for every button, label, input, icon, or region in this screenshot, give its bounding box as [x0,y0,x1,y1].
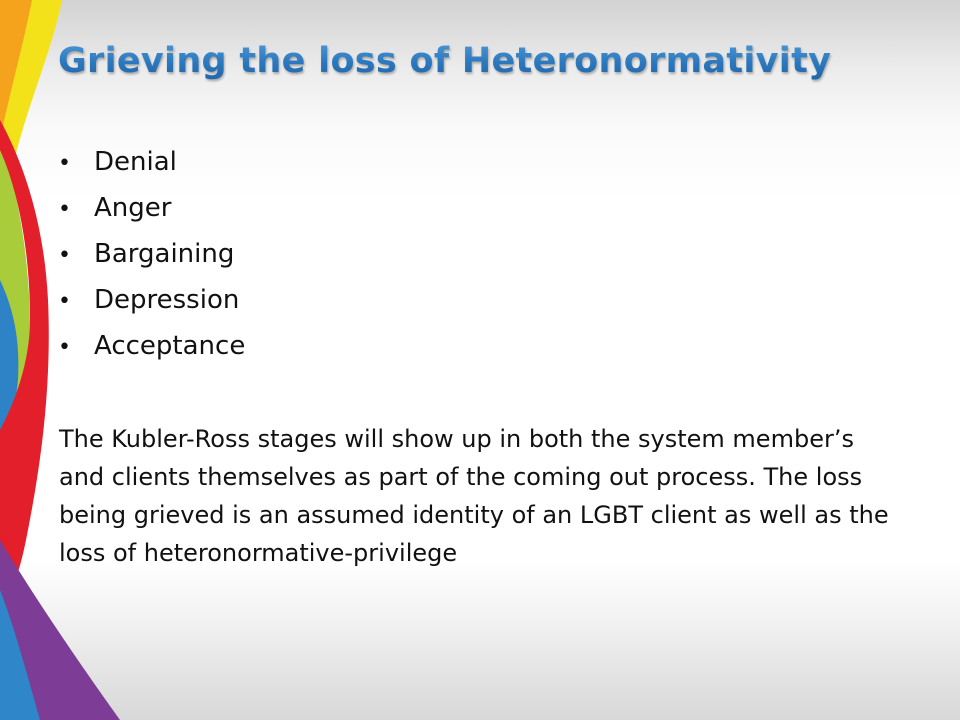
bullet-item-bargaining [58,231,245,277]
bullet-text: Bargaining [94,239,235,269]
bullet-dot: • [58,335,71,360]
bullet-text: Denial [94,147,177,177]
bullet-dot: • [58,197,71,222]
bullet-dot: • [58,289,71,314]
slide-title: Grieving the loss of Heteronormativity [58,41,832,81]
bullet-item-depression [58,277,245,323]
bullet-dot: • [58,243,71,268]
bullet-text: Acceptance [94,331,246,361]
bullet-dot: • [58,151,71,176]
bullet-item-anger [58,185,245,231]
bullet-item-denial [58,139,245,185]
bullet-item-acceptance [58,323,245,369]
bullet-text: Anger [94,193,172,223]
stages-bullet-list [58,139,245,369]
bullet-text: Depression [94,285,240,315]
body-paragraph: The Kubler-Ross stages will show up in both the system member’s and clients themselves as part of the coming out process. The loss being grieved is an assumed identity of an LGBT client as well as the loss of heteronormative-privilege [59,425,889,567]
